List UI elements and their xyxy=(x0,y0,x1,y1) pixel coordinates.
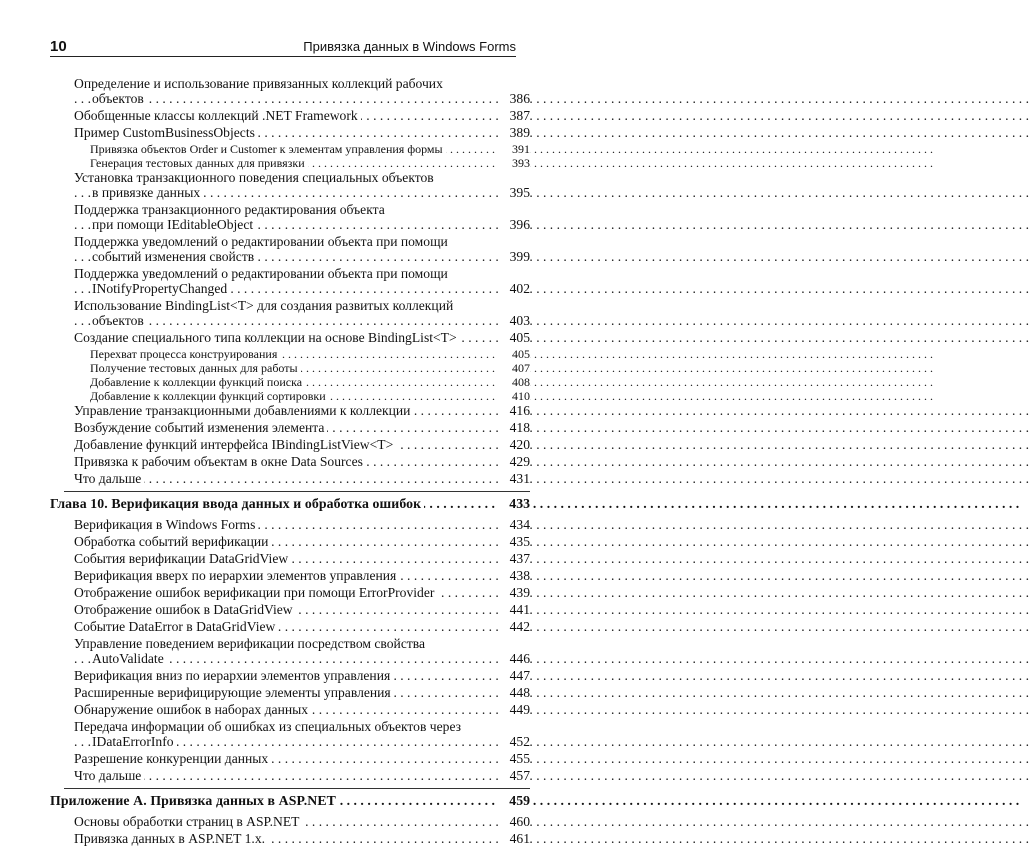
toc-entry-title: Расширенные верифицирующие элементы управления xyxy=(74,685,394,700)
toc-entry[interactable] xyxy=(64,619,530,634)
toc-entry[interactable] xyxy=(64,471,530,486)
toc-entry[interactable] xyxy=(64,142,530,157)
toc-page-number: 389 xyxy=(498,125,530,140)
toc-entry-title: Добавление к коллекции функций поиска xyxy=(90,375,305,389)
toc-page-number: 393 xyxy=(498,156,530,171)
toc-entry[interactable] xyxy=(64,298,530,328)
toc-page-number: 461 xyxy=(498,831,530,846)
toc-entry-title: Пример CustomBusinessObjects xyxy=(74,125,258,140)
toc-entry[interactable] xyxy=(64,108,530,123)
toc-page-number: 457 xyxy=(498,768,530,783)
toc-page-number: 405 xyxy=(498,347,530,362)
toc-page-number: 410 xyxy=(498,389,530,404)
toc-entry-title: AutoValidate xyxy=(92,651,167,666)
toc-entry-title: Добавление к коллекции функций сортировки xyxy=(90,389,329,403)
toc-entry[interactable] xyxy=(64,330,530,345)
toc-entry-title: Возбуждение событий изменения элемента xyxy=(74,420,327,435)
toc-entry[interactable] xyxy=(64,375,530,390)
toc-page-number: 391 xyxy=(498,142,530,157)
toc-page-number: 452 xyxy=(498,734,530,749)
toc-entry[interactable] xyxy=(64,751,530,766)
toc-entry[interactable] xyxy=(64,266,530,296)
toc-entry[interactable] xyxy=(64,814,530,829)
toc-entry-title: событий изменения свойств xyxy=(92,249,257,264)
toc-entry[interactable] xyxy=(64,125,530,140)
toc-entry-title: INotifyPropertyChanged xyxy=(92,281,230,296)
toc-entry-title: Верификация вверх по иерархии элементов управления xyxy=(74,568,399,583)
toc-entry-title: Верификация в Windows Forms xyxy=(74,517,258,532)
toc-entry-title: Получение тестовых данных для работы xyxy=(90,361,301,375)
toc-entry-title: Обобщенные классы коллекций .NET Framework xyxy=(74,108,361,123)
toc-entry[interactable] xyxy=(64,768,530,783)
toc-page-number: 387 xyxy=(498,108,530,123)
toc-entry-title: Обнаружение ошибок в наборах данных xyxy=(74,702,311,717)
toc-entry-title: Отображение ошибок в DataGridView xyxy=(74,602,296,617)
toc-entry-title: Поддержка уведомлений о редактировании объекта при помощи xyxy=(74,234,451,249)
toc-entry[interactable] xyxy=(64,719,530,749)
toc-page-number: 405 xyxy=(498,330,530,345)
toc-entry-title: Событие DataError в DataGridView xyxy=(74,619,278,634)
toc-page-number: 418 xyxy=(498,420,530,435)
toc-page-number: 386 xyxy=(498,91,530,106)
toc-page-number: 429 xyxy=(498,454,530,469)
toc-page-number: 455 xyxy=(498,751,530,766)
toc-entry[interactable] xyxy=(64,454,530,469)
toc-entry-title: Использование BindingList<T> для создания развитых коллекций xyxy=(74,298,456,313)
toc-page-number: 402 xyxy=(498,281,530,296)
toc-entry[interactable] xyxy=(64,668,530,683)
toc-entry[interactable] xyxy=(64,534,530,549)
toc-entry[interactable] xyxy=(64,389,530,404)
toc-page-number: 420 xyxy=(498,437,530,452)
page-number: 10 xyxy=(50,38,67,55)
toc-page-number: 416 xyxy=(498,403,530,418)
toc-entry-title: объектов xyxy=(92,91,147,106)
toc-chapter-entry[interactable] xyxy=(50,496,530,511)
toc-page-number: 408 xyxy=(498,375,530,390)
toc-entry[interactable] xyxy=(64,76,530,106)
toc-entry-title: Отображение ошибок верификации при помощи ErrorProvider xyxy=(74,585,437,600)
chapter-separator xyxy=(64,788,530,789)
toc-entry[interactable] xyxy=(64,403,530,418)
toc-entry-title: Передача информации об ошибках из специальных объектов через xyxy=(74,719,464,734)
toc-entry-title: Обработка событий верификации xyxy=(74,534,271,549)
toc-entry[interactable] xyxy=(64,602,530,617)
toc-entry-title: IDataErrorInfo xyxy=(92,734,177,749)
toc-page-number: 433 xyxy=(498,496,530,511)
toc-page-number: 407 xyxy=(498,361,530,376)
chapter-separator xyxy=(64,491,530,492)
running-title: Привязка данных в Windows Forms xyxy=(303,39,516,54)
toc-page-number: 441 xyxy=(498,602,530,617)
toc-entry[interactable] xyxy=(64,156,530,171)
toc-entry-title: Определение и использование привязанных коллекций рабочих xyxy=(74,76,446,91)
toc-entry-title: Основы обработки страниц в ASP.NET xyxy=(74,814,302,829)
toc-entry[interactable] xyxy=(64,702,530,717)
toc-entry[interactable] xyxy=(64,568,530,583)
toc-entry-title: при помощи IEditableObject xyxy=(92,217,256,232)
toc-page-number: 431 xyxy=(498,471,530,486)
toc-page-number: 459 xyxy=(498,793,530,808)
toc-entry[interactable] xyxy=(64,831,530,846)
toc-page-number: 447 xyxy=(498,668,530,683)
toc-entry[interactable] xyxy=(64,585,530,600)
toc-entry-title: Глава 10. Верификация ввода данных и обработка ошибок xyxy=(50,496,424,511)
toc-page-number: 399 xyxy=(498,249,530,264)
toc-entry-title: Привязка объектов Order и Customer к элементам управления формы xyxy=(90,142,446,156)
toc-entry[interactable] xyxy=(64,361,530,376)
toc-entry[interactable] xyxy=(64,202,530,232)
toc-entry[interactable] xyxy=(64,517,530,532)
toc-page-number: 448 xyxy=(498,685,530,700)
toc-entry-title: Приложение А. Привязка данных в ASP.NET xyxy=(50,793,339,808)
toc-entry-title: Создание специального типа коллекции на основе BindingList<T> xyxy=(74,330,460,345)
toc-page-number: 442 xyxy=(498,619,530,634)
toc-entry-title: Поддержка транзакционного редактирования объекта xyxy=(74,202,388,217)
toc-entry[interactable] xyxy=(64,636,530,666)
table-of-contents xyxy=(50,0,530,846)
toc-entry-title: Управление поведением верификации посредством свойства xyxy=(74,636,428,651)
toc-page-number: 396 xyxy=(498,217,530,232)
toc-entry-title: События верификации DataGridView xyxy=(74,551,291,566)
toc-entry-title: Управление транзакционными добавлениями к коллекции xyxy=(74,403,413,418)
toc-page-number: 460 xyxy=(498,814,530,829)
toc-entry[interactable] xyxy=(64,551,530,566)
toc-entry-title: объектов xyxy=(92,313,147,328)
toc-entry-title: Установка транзакционного поведения специальных объектов xyxy=(74,170,437,185)
toc-page-number: 395 xyxy=(498,185,530,200)
toc-entry-title: в привязке данных xyxy=(92,185,203,200)
toc-entry[interactable] xyxy=(64,170,530,200)
toc-entry-title: Что дальше xyxy=(74,768,144,783)
toc-entry-title: Привязка данных в ASP.NET 1.x. xyxy=(74,831,268,846)
toc-entry[interactable] xyxy=(64,234,530,264)
toc-page-number: 439 xyxy=(498,585,530,600)
toc-page-number: 449 xyxy=(498,702,530,717)
toc-entry[interactable] xyxy=(64,437,530,452)
toc-page-number: 435 xyxy=(498,534,530,549)
toc-chapter-entry[interactable] xyxy=(50,793,530,808)
toc-entry-title: Что дальше xyxy=(74,471,144,486)
toc-page-number: 437 xyxy=(498,551,530,566)
toc-entry[interactable] xyxy=(64,347,530,362)
toc-page-number: 438 xyxy=(498,568,530,583)
toc-entry[interactable] xyxy=(64,420,530,435)
toc-entry-title: Генерация тестовых данных для привязки xyxy=(90,156,308,170)
toc-entry[interactable] xyxy=(64,685,530,700)
toc-page-number: 403 xyxy=(498,313,530,328)
toc-entry-title: Разрешение конкуренции данных xyxy=(74,751,271,766)
toc-page-number: 446 xyxy=(498,651,530,666)
toc-entry-title: Привязка к рабочим объектам в окне Data Sources xyxy=(74,454,366,469)
toc-page-number: 434 xyxy=(498,517,530,532)
toc-entry-title: Добавление функций интерфейса IBindingListView<T> xyxy=(74,437,396,452)
toc-entry-title: Верификация вниз по иерархии элементов управления xyxy=(74,668,393,683)
toc-entry-title: Поддержка уведомлений о редактировании объекта при помощи xyxy=(74,266,451,281)
toc-entry-title: Перехват процесса конструирования xyxy=(90,347,280,361)
